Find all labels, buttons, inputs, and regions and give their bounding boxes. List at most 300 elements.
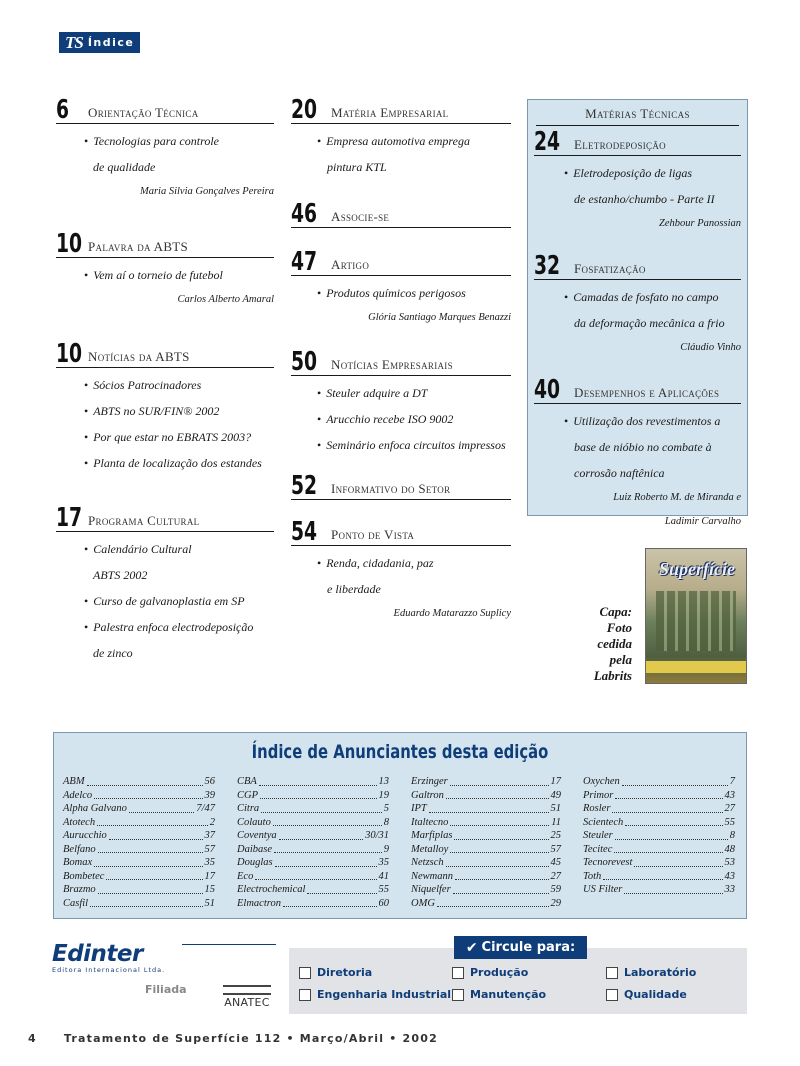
circulation-option-label: Produção	[470, 966, 529, 979]
dot-leader	[455, 870, 549, 881]
article-author: Cláudio Vinho	[680, 342, 741, 353]
advertiser-page: 59	[550, 884, 561, 895]
dot-leader	[437, 897, 549, 908]
article-text: ABTS no SUR/FIN® 2002	[93, 404, 220, 418]
advertiser-page: 11	[551, 816, 561, 828]
page-number: 52	[291, 471, 318, 501]
advertiser-row[interactable]	[237, 789, 389, 803]
article-title[interactable]	[534, 160, 741, 186]
advertiser-name: US Filter	[583, 884, 623, 895]
advertiser-page: 51	[550, 803, 561, 814]
page-number: 40	[534, 375, 561, 405]
article-text: Eletrodeposição de ligas	[573, 166, 693, 180]
advertiser-row[interactable]	[63, 829, 215, 843]
advertiser-page: 29	[550, 897, 561, 909]
advertiser-row[interactable]	[583, 789, 735, 803]
advertiser-row[interactable]	[583, 883, 735, 897]
article-title[interactable]	[56, 640, 274, 666]
article-title[interactable]	[56, 424, 274, 450]
page-number: 50	[291, 347, 318, 377]
dot-leader	[98, 883, 203, 894]
advertiser-row[interactable]	[63, 870, 215, 884]
article-text: Curso de galvanoplastia em SP	[93, 594, 245, 608]
toc-section-header	[534, 126, 741, 156]
cover-credit-line: pela	[609, 652, 632, 667]
article-title[interactable]	[56, 398, 274, 424]
checkmark-icon: ✔	[465, 939, 478, 956]
article-list	[56, 258, 274, 312]
page-number: 46	[291, 199, 318, 229]
advertiser-name: Marfiplas	[411, 830, 453, 841]
advertiser-row[interactable]	[237, 816, 389, 830]
article-text: Seminário enfoca circuitos impressos	[326, 438, 506, 452]
toc-section-header	[291, 198, 511, 228]
article-title[interactable]	[291, 550, 511, 576]
advertiser-page: 53	[724, 857, 735, 868]
article-title[interactable]	[291, 432, 511, 458]
article-list	[291, 500, 511, 504]
dot-leader	[450, 816, 549, 827]
advertiser-name: Coventya	[237, 830, 277, 841]
advertiser-page: 27	[550, 870, 561, 882]
bullet-icon: •	[84, 134, 89, 148]
advertiser-name: Adelco	[63, 789, 93, 801]
article-text: ABTS 2002	[93, 568, 148, 582]
toc-section	[56, 94, 274, 204]
bullet-icon: •	[317, 438, 322, 452]
cover-credit-line: cedida	[597, 636, 632, 651]
dot-leader	[255, 870, 376, 881]
advertiser-page: 37	[204, 830, 215, 841]
article-author: Luiz Roberto M. de Miranda e	[613, 492, 741, 503]
article-title[interactable]	[534, 284, 741, 310]
advertiser-name: Brazmo	[63, 884, 96, 895]
article-list	[56, 532, 274, 666]
dot-leader	[634, 856, 722, 867]
advertiser-page: 17	[204, 870, 215, 882]
article-title[interactable]	[534, 460, 741, 486]
dot-leader	[90, 897, 202, 908]
bullet-icon: •	[317, 556, 322, 570]
technical-articles-box	[527, 99, 748, 527]
advertiser-page: 56	[204, 776, 215, 787]
toc-section-header	[291, 470, 511, 500]
advertiser-page: 39	[204, 789, 215, 801]
cover-credit-line: Foto	[606, 620, 632, 635]
cover-credit	[580, 604, 632, 684]
advertiser-name: Casfil	[63, 897, 89, 909]
bullet-icon: •	[84, 268, 89, 282]
advertiser-row[interactable]	[411, 816, 561, 830]
advertiser-name: Aurucchio	[63, 830, 107, 841]
dot-leader	[129, 802, 194, 813]
toc-section	[291, 516, 511, 626]
circulation-option[interactable]	[452, 966, 528, 979]
dot-leader	[622, 775, 728, 786]
advertiser-row[interactable]	[411, 843, 561, 857]
advertiser-page: 57	[204, 843, 215, 855]
article-text: da deformação mecânica a frio	[574, 316, 725, 330]
page-number: 4	[28, 1032, 37, 1045]
advertiser-page: 45	[550, 857, 561, 868]
section-title: Eletrodeposição	[574, 137, 666, 152]
advertiser-row[interactable]	[237, 897, 389, 911]
dot-leader	[614, 843, 722, 854]
advertiser-row[interactable]	[63, 775, 215, 789]
article-title[interactable]	[56, 262, 274, 288]
article-title[interactable]	[534, 310, 741, 336]
advertiser-row[interactable]	[63, 816, 215, 830]
publisher-subtitle: Editora Internacional Ltda.	[52, 966, 166, 974]
advertiser-page: 60	[378, 897, 389, 909]
article-list	[291, 276, 511, 330]
bullet-icon: •	[317, 286, 322, 300]
publisher-logo	[52, 942, 165, 974]
article-text: e liberdade	[327, 582, 381, 596]
advertiser-name: Daibase	[237, 843, 272, 855]
affiliation-label: Filiada	[145, 983, 187, 996]
article-text: Renda, cidadania, paz	[326, 556, 434, 570]
dot-leader	[615, 829, 728, 840]
publisher-brand: Edinter	[52, 941, 143, 967]
advertiser-name: Alpha Galvano	[63, 803, 127, 814]
circulation-option-label: Qualidade	[624, 988, 687, 1001]
section-title: Orientação Técnica	[88, 105, 199, 120]
dot-leader	[307, 883, 376, 894]
section-title: Programa Cultural	[88, 513, 200, 528]
advertiser-name: Douglas	[237, 857, 273, 868]
advertiser-name: Eco	[237, 870, 254, 882]
advertiser-row[interactable]	[583, 829, 735, 843]
toc-section	[534, 126, 741, 236]
advertiser-name: Galtron	[411, 789, 444, 801]
advertiser-page: 35	[204, 857, 215, 868]
anatec-text: ANATEC	[224, 996, 270, 1009]
dot-leader	[279, 829, 363, 840]
section-title: Palavra da ABTS	[88, 239, 189, 254]
circulation-option[interactable]	[606, 966, 696, 979]
bullet-icon: •	[84, 430, 89, 444]
article-title[interactable]	[291, 406, 511, 432]
article-text: Produtos químicos perigosos	[326, 286, 466, 300]
technical-articles-list	[534, 126, 741, 534]
toc-section-header	[291, 516, 511, 546]
page-number: 10	[56, 339, 83, 369]
toc-section	[56, 338, 274, 476]
advertiser-row[interactable]	[411, 870, 561, 884]
advertiser-page: 2	[209, 816, 215, 828]
circulation-option[interactable]	[606, 988, 687, 1001]
article-title[interactable]	[56, 536, 274, 562]
cover-credit-line: Labrits	[593, 668, 632, 683]
circulation-option[interactable]	[452, 988, 546, 1001]
article-list	[291, 376, 511, 458]
technical-articles-title: Matérias Técnicas	[536, 100, 739, 126]
article-list	[291, 124, 511, 180]
cover-photo	[656, 591, 736, 651]
article-title[interactable]	[534, 434, 741, 460]
advertiser-page: 35	[378, 857, 389, 868]
advertiser-page: 13	[378, 776, 389, 787]
advertisers-column	[583, 775, 735, 897]
toc-section	[291, 346, 511, 458]
advertiser-row[interactable]	[583, 775, 735, 789]
toc-section	[56, 228, 274, 312]
article-text: Vem aí o torneio de futebol	[93, 268, 223, 282]
circulation-option[interactable]	[299, 988, 451, 1001]
advertiser-page: 57	[550, 843, 561, 855]
article-list	[534, 156, 741, 236]
article-text: Empresa automotiva emprega	[326, 134, 470, 148]
advertiser-page: 27	[724, 803, 735, 814]
bullet-icon: •	[84, 404, 89, 418]
page-number: 47	[291, 247, 318, 277]
advertiser-row[interactable]	[411, 856, 561, 870]
article-text: Planta de localização dos estandes	[93, 456, 262, 470]
advertiser-row[interactable]	[63, 897, 215, 911]
toc-column-middle	[291, 94, 511, 626]
dot-leader	[98, 843, 203, 854]
advertiser-row[interactable]	[583, 802, 735, 816]
article-text: Sócios Patrocinadores	[93, 378, 202, 392]
section-title: Informativo do Setor	[331, 481, 451, 496]
advertiser-page: 17	[550, 776, 561, 787]
article-title[interactable]	[291, 280, 511, 306]
advertiser-row[interactable]	[411, 829, 561, 843]
toc-section-header	[291, 94, 511, 124]
cover-credit-line: Capa:	[599, 604, 632, 619]
dot-leader	[453, 883, 549, 894]
dot-leader	[450, 843, 548, 854]
toc-section	[291, 246, 511, 330]
section-title: Desempenhos e Aplicações	[574, 385, 720, 400]
circulation-option-label: Laboratório	[624, 966, 697, 979]
dot-leader	[446, 856, 549, 867]
advertiser-name: Oxychen	[583, 776, 620, 787]
dot-leader	[260, 789, 377, 800]
checkbox[interactable]	[606, 989, 618, 1001]
advertiser-row[interactable]	[63, 802, 215, 816]
dot-leader	[454, 829, 548, 840]
bullet-icon: •	[84, 542, 89, 556]
article-title[interactable]	[56, 562, 274, 588]
article-text: Tecnologias para controle	[93, 134, 219, 148]
advertiser-page: 15	[204, 884, 215, 895]
circulation-option-label: Manutenção	[470, 988, 547, 1001]
toc-section-header	[534, 250, 741, 280]
article-title[interactable]	[291, 128, 511, 154]
advertiser-page: 19	[378, 789, 389, 801]
article-title[interactable]	[534, 186, 741, 212]
article-title[interactable]	[56, 614, 274, 640]
advertiser-name: Scientech	[583, 816, 624, 828]
page-number: 32	[534, 251, 561, 281]
article-text: Calendário Cultural	[93, 542, 192, 556]
bullet-icon: •	[317, 386, 322, 400]
advertisers-index-box	[53, 732, 747, 919]
dot-leader	[273, 816, 382, 827]
article-text: pintura KTL	[327, 160, 387, 174]
advertiser-page: 43	[724, 789, 735, 801]
article-text: Steuler adquire a DT	[326, 386, 428, 400]
dot-leader	[97, 816, 208, 827]
bullet-icon: •	[564, 414, 569, 428]
advertiser-row[interactable]	[237, 829, 389, 843]
page-number: 17	[56, 503, 83, 533]
checkbox[interactable]	[606, 967, 618, 979]
article-text: de qualidade	[93, 160, 156, 174]
article-author: Zehbour Panossian	[659, 218, 741, 229]
advertiser-name: Newmann	[411, 870, 453, 882]
dot-leader	[261, 802, 382, 813]
advertiser-row[interactable]	[583, 856, 735, 870]
dot-leader	[612, 802, 722, 813]
advertiser-name: Rosler	[583, 803, 611, 814]
dot-leader	[109, 829, 203, 840]
article-title[interactable]	[291, 154, 511, 180]
anatec-logo	[223, 985, 271, 1009]
advertiser-row[interactable]	[63, 789, 215, 803]
bullet-icon: •	[317, 412, 322, 426]
ts-logo: TS	[65, 32, 83, 52]
article-author: Ladimir Carvalho	[664, 516, 741, 527]
page-number: 10	[56, 229, 83, 259]
article-author: Glória Santiago Marques Benazzi	[368, 312, 511, 323]
advertiser-page: 7	[729, 776, 735, 787]
dot-leader	[603, 870, 722, 881]
toc-section-header	[56, 502, 274, 532]
bullet-icon: •	[84, 620, 89, 634]
article-author: Eduardo Matarazzo Suplicy	[393, 608, 511, 619]
toc-section	[534, 250, 741, 360]
toc-section-header	[291, 346, 511, 376]
circulation-option-label: Engenharia Industrial	[317, 988, 452, 1001]
dot-leader	[624, 883, 722, 894]
advertiser-row[interactable]	[411, 789, 561, 803]
section-title: Associe-se	[331, 209, 390, 224]
advertiser-name: Tecitec	[583, 843, 613, 855]
advertiser-row[interactable]	[237, 775, 389, 789]
cover-image[interactable]	[645, 548, 747, 684]
advertiser-name: Electrochemical	[237, 884, 306, 895]
article-title[interactable]	[56, 588, 274, 614]
article-author: Carlos Alberto Amaral	[177, 294, 274, 305]
dot-leader	[625, 816, 722, 827]
dot-leader	[615, 789, 722, 800]
advertiser-name: Erzinger	[411, 776, 448, 787]
article-title[interactable]	[291, 576, 511, 602]
advertiser-row[interactable]	[583, 843, 735, 857]
advertiser-row[interactable]	[583, 816, 735, 830]
advertiser-name: Atotech	[63, 816, 96, 828]
advertiser-row[interactable]	[237, 843, 389, 857]
advertiser-name: Tecnorevest	[583, 857, 633, 868]
advertiser-name: Citra	[237, 803, 260, 814]
advertiser-row[interactable]	[411, 883, 561, 897]
bullet-icon: •	[564, 290, 569, 304]
article-text: Arucchio recebe ISO 9002	[326, 412, 454, 426]
toc-section	[291, 198, 511, 232]
article-text: Utilização dos revestimentos a	[573, 414, 721, 428]
article-list	[291, 546, 511, 626]
footer-publication: Tratamento de Superfície 112 • Março/Abril • 2002	[63, 1032, 438, 1045]
advertiser-row[interactable]	[237, 870, 389, 884]
toc-section-header	[534, 374, 741, 404]
advertiser-name: Primor	[583, 789, 614, 801]
advertiser-name: Belfano	[63, 843, 96, 855]
article-title[interactable]	[534, 408, 741, 434]
toc-section	[56, 502, 274, 666]
bullet-icon: •	[84, 378, 89, 392]
advertisers-index-title: Índice de Anunciantes desta edição	[251, 741, 549, 763]
section-title: Notícias da ABTS	[88, 349, 190, 364]
advertiser-row[interactable]	[411, 897, 561, 911]
checkbox[interactable]	[299, 967, 311, 979]
circulation-option-label: Diretoria	[317, 966, 373, 979]
advertisers-column	[237, 775, 389, 910]
dot-leader	[259, 775, 377, 786]
toc-section-header	[56, 94, 274, 124]
advertiser-row[interactable]	[411, 775, 561, 789]
advertiser-page: 43	[724, 870, 735, 882]
circulation-option[interactable]	[299, 966, 372, 979]
checkbox[interactable]	[452, 989, 464, 1001]
article-title[interactable]	[56, 450, 274, 476]
toc-section-header	[291, 246, 511, 276]
checkbox[interactable]	[452, 967, 464, 979]
circulation-tag	[454, 936, 587, 959]
article-list	[291, 228, 511, 232]
toc-section	[291, 470, 511, 504]
circulation-label: Circule para:	[481, 940, 576, 955]
article-title[interactable]	[56, 128, 274, 154]
page-number: 54	[291, 517, 318, 547]
section-title: Ponto de Vista	[331, 527, 415, 542]
article-text: Camadas de fosfato no campo	[573, 290, 719, 304]
page-number: 6	[56, 95, 70, 125]
toc-section	[291, 94, 511, 180]
article-title[interactable]	[291, 380, 511, 406]
advertiser-page: 7/47	[196, 803, 215, 814]
advertisers-column	[411, 775, 561, 910]
toc-column-left	[56, 94, 274, 666]
article-title[interactable]	[56, 154, 274, 180]
dot-leader	[275, 856, 377, 867]
article-author: Maria Silvia Gonçalves Pereira	[139, 186, 274, 197]
advertiser-row[interactable]	[237, 856, 389, 870]
advertiser-row[interactable]	[237, 802, 389, 816]
advertiser-row[interactable]	[63, 856, 215, 870]
article-title[interactable]	[56, 372, 274, 398]
bullet-icon: •	[84, 594, 89, 608]
dot-leader	[94, 856, 202, 867]
advertiser-row[interactable]	[63, 883, 215, 897]
section-title: Matéria Empresarial	[331, 105, 449, 120]
advertiser-row[interactable]	[237, 883, 389, 897]
article-list	[534, 280, 741, 360]
advertiser-row[interactable]	[583, 870, 735, 884]
advertiser-name: CGP	[237, 789, 258, 801]
toc-section-header	[56, 338, 274, 368]
advertiser-row[interactable]	[63, 843, 215, 857]
advertiser-page: 48	[724, 843, 735, 855]
article-text: corrosão naftênica	[574, 466, 665, 480]
advertiser-row[interactable]	[411, 802, 561, 816]
checkbox[interactable]	[299, 989, 311, 1001]
page-number: 24	[534, 127, 561, 157]
advertiser-page: 30/31	[365, 830, 389, 841]
article-text: de estanho/chumbo - Parte II	[574, 192, 715, 206]
